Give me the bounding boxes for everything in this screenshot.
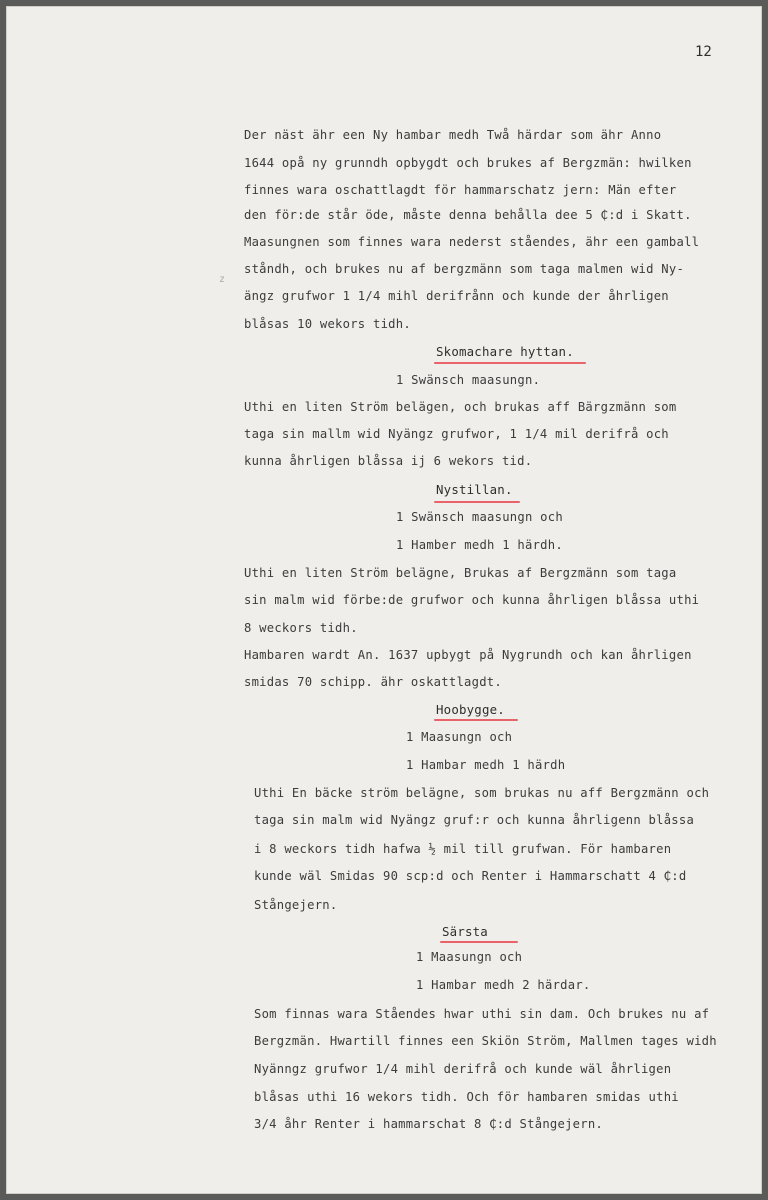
text-line: ängz grufwor 1 1/4 mihl derifrånn och kunde der åhrligen [244, 289, 669, 303]
text-line: 1 Hambar medh 1 härdh [406, 758, 566, 772]
text-line: 1 Swänsch maasungn och [396, 510, 563, 524]
text-line: Uthi en liten Ström belägen, och brukas aff Bärgzmänn som [244, 400, 677, 414]
text-line: Hambaren wardt An. 1637 upbygt på Nygrundh och kan åhrligen [244, 648, 692, 662]
section-heading-sarsta: Särsta [442, 924, 488, 939]
text-line: taga sin mallm wid Nyängz grufwor, 1 1/4 mil derifrå och [244, 427, 669, 441]
heading-underline [434, 501, 520, 503]
text-line: den för:de står öde, måste denna behålla dee 5 ₵:d i Skatt. [244, 208, 692, 222]
text-line: ståndh, och brukes nu af bergzmänn som taga malmen wid Ny- [244, 262, 685, 276]
text-line: finnes wara oschattlagdt för hammarschatz jern: Män efter [244, 183, 677, 197]
text-line: 1644 opå ny grunndh opbygdt och brukes af Bergzmän: hwilken [244, 156, 692, 170]
text-line: Maasungnen som finnes wara nederst ståendes, ähr een gamball [244, 235, 700, 249]
text-line: Der näst ähr een Ny hambar medh Twå härdar som ähr Anno [244, 128, 662, 142]
text-line: kunde wäl Smidas 90 scp:d och Renter i Hammarschatt 4 ₵:d [254, 869, 687, 883]
page-number: 12 [695, 44, 712, 60]
heading-underline [434, 719, 518, 721]
text-line: Stångejern. [254, 898, 338, 912]
text-line: 3/4 åhr Renter i hammarschat 8 ₵:d Stångejern. [254, 1117, 604, 1131]
text-line: 1 Swänsch maasungn. [396, 373, 541, 387]
text-line: Uthi En bäcke ström belägne, som brukas nu aff Bergzmänn och [254, 786, 710, 800]
text-line: 1 Maasungn och [406, 730, 513, 744]
text-line: Nyänngz grufwor 1/4 mihl derifrå och kunde wäl åhrligen [254, 1062, 672, 1076]
section-heading-hoobygge: Hoobygge. [436, 702, 505, 717]
text-line: blåsas uthi 16 wekors tidh. Och för hambaren smidas uthi [254, 1090, 679, 1104]
text-line: blåsas 10 wekors tidh. [244, 317, 411, 331]
text-line: smidas 70 schipp. ähr oskattlagdt. [244, 675, 502, 689]
text-line: Som finnas wara Ståendes hwar uthi sin dam. Och brukes nu af [254, 1007, 710, 1021]
text-line: 1 Maasungn och [416, 950, 523, 964]
text-line: sin malm wid förbe:de grufwor och kunna åhrligen blåssa uthi [244, 593, 700, 607]
text-line: kunna åhrligen blåssa ij 6 wekors tid. [244, 454, 533, 468]
text-line: 1 Hamber medh 1 härdh. [396, 538, 563, 552]
heading-underline [440, 941, 518, 943]
text-line: 1 Hambar medh 2 härdar. [416, 978, 591, 992]
text-line: taga sin malm wid Nyängz gruf:r och kunna åhrligenn blåssa [254, 813, 695, 827]
margin-pencil-mark: z [219, 274, 226, 285]
heading-underline [434, 362, 586, 364]
text-line: 8 weckors tidh. [244, 621, 358, 635]
text-line: Uthi en liten Ström belägne, Brukas af Bergzmänn som taga [244, 566, 677, 580]
section-heading-nystillan: Nystillan. [436, 482, 513, 497]
text-line: i 8 weckors tidh hafwa ½ mil till grufwan. För hambaren [254, 842, 672, 856]
text-line: Bergzmän. Hwartill finnes een Skiön Ström, Mallmen tages widh [254, 1034, 717, 1048]
section-heading-skomachare-hyttan: Skomachare hyttan. [436, 344, 574, 359]
